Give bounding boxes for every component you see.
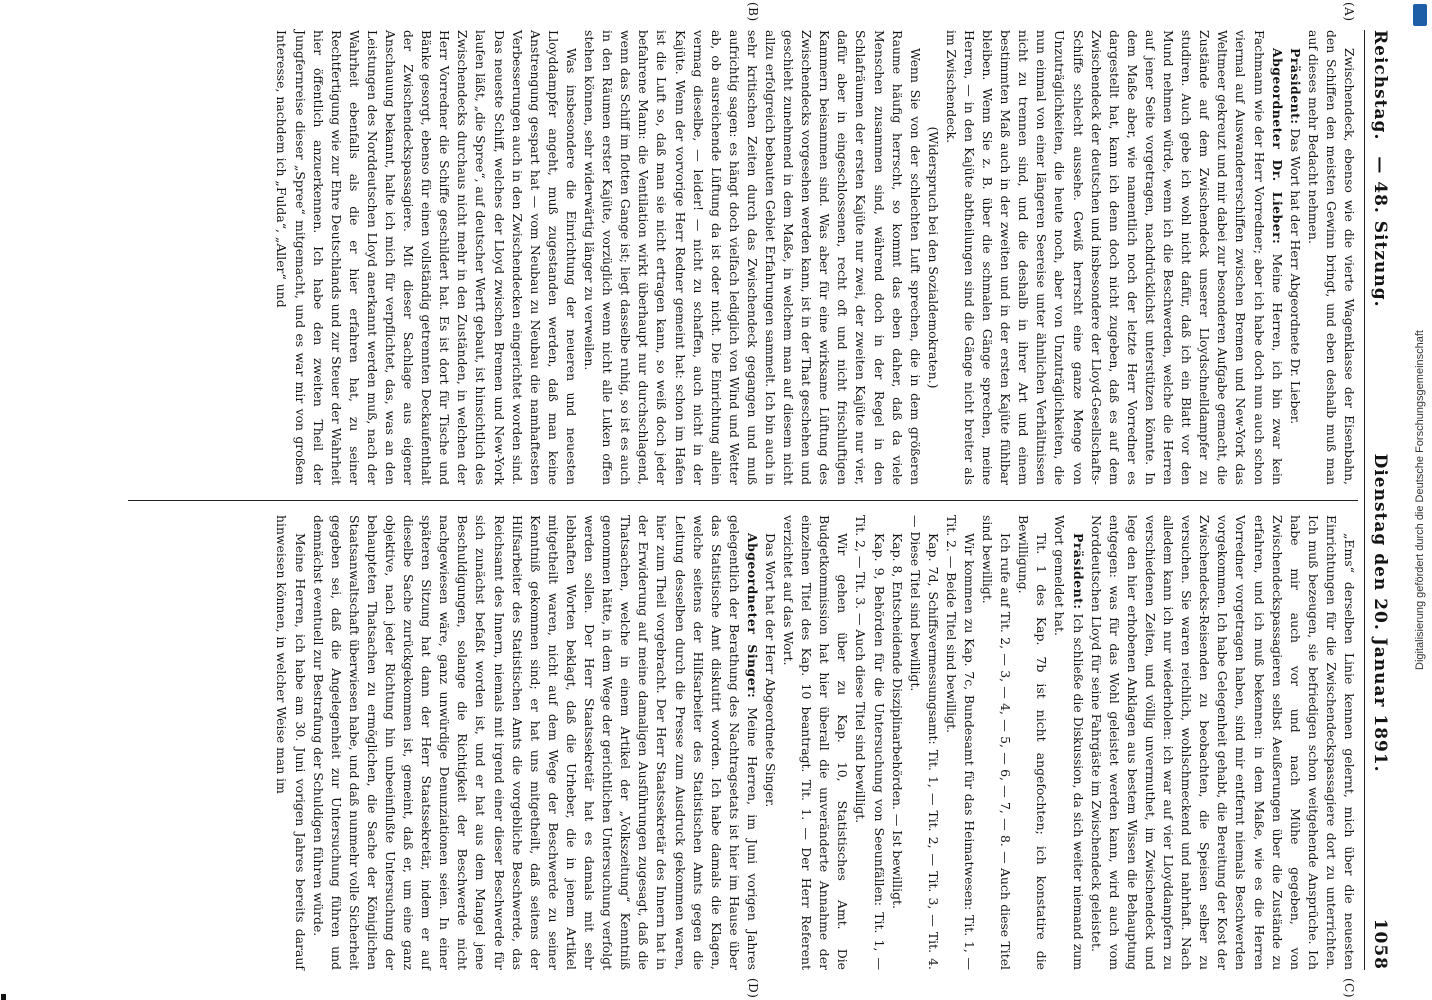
margin-marker-b: (B) — [746, 2, 760, 22]
digitization-note — [1410, 2, 1430, 998]
right-paragraph-1: „Ems“ derselben Linie kennen gelernt, mich über die neuesten Einrichtungen für die Zwischendeckspassagiere dort zu unterrichten. Ich muß bezeugen, sie befriedigen schon weitgehende Ansprüche. Ich habe mir auch vor und nach Mühe gegeben, von Zwischendeckspassagieren selbst Aeußerungen über die Zustände zu erfahren, und ich muß bekennen: in dem Maße, wie es die Herren Vorredner vorgetragen haben, sind mir entfernt niemals Beschwerden vorgekommen. Ich habe Gelegenheit gehabt, die Bereitung der Kost der Zwischendecks-Reisenden zu beobachten, die Speisen selber zu versuchen. Sie waren reichlich, wohlschmeckend und nahrhaft. Nach alledem kann ich nur wiederholen: ich war auf vier Lloyddampfern zu verschiedenen Zeiten, und völlig unvermuthet, im Zwischendeck und lege den hier erhobenen Anklagen aus bestem Wissen die Behauptung entgegen: was für das Wohl geleistet werden kann, wird auch vom Norddeutschen Lloyd für seine Fahrgäste im Zwischendeck geleistet. — [1088, 515, 1357, 970]
speaker-label: Präsident: — [1070, 533, 1086, 610]
right-paragraph-12: Meine Herren, ich habe am 30. Juni vorigen Jahres bereits darauf hinweisen können, in welcher Weise man im — [274, 515, 308, 970]
right-column — [272, 515, 1358, 970]
right-paragraph-6: Kap. 7d, Schiffsvermessungsamt: Tit. 1, — Tit. 2, — Tit. 3, — Tit. 4. — Diese Titel sind bewilligt. — [907, 515, 941, 970]
column-separator — [128, 500, 1358, 501]
header-rule — [1364, 30, 1365, 970]
interjection: (Widerspruch bei den Sozialdemokraten.) — [925, 126, 941, 389]
right-paragraph-3: Tit. 1 des Kap. 7b ist nicht angefochten; ich konstatire die Bewilligung. — [1016, 515, 1050, 970]
margin-marker-a: (A) — [1342, 2, 1356, 22]
right-paragraph-10: Das Wort hat der Herr Abgeordnete Singer. — [763, 533, 778, 808]
paragraph-text: Meine Herren, ich bin zwar kein Fachmann wie der Herr Vorredner; aber ich habe doch nun auch schon viermal auf Auswandererschiffen zwischen Bremen und New-York das Weltmeer gekreuzt und mir dabei zur besonderen Aufgabe gemacht, die Zustände auf dem Zwischendeck unserer Lloydschnelldampfer zu studiren. Auch gebe ich wohl nicht dafür, daß ich ein Blatt vor den Mund nehmen würde, wenn ich die Beschwerden, welche die Herren auf jener Seite vorgetragen, nachdrücklichst unterstützen könnte. In dem Maße aber, wie namentlich noch der letzte Herr Vorredner es dargestellt hat, kann ich denn doch nicht zugeben, daß es auf dem Zwischendeck der deutschen und insbesondere der Lloyd-Gesellschafts-Schiffe schlecht aussehe. Gewiß herrscht eine ganze Menge von Unzuträglichkeiten, die heute noch, aber von Unzuträglichkeiten, die nun einmal von einer längeren Seereise unter ähnlichen Verhältnissen nicht zu trennen sind, und die deshalb in ihrer Art und einem bestimmten Maß auch in der zweiten und in der ersten Kajüte fühlbar bleiben. Wenn Sie z. B. über die schmalen Gänge sprechen, meine Herren, — in den Kajüte abtheilungen sind die Gänge nicht breiter als im Zwischendeck. — [943, 30, 1285, 485]
margin-marker-d: (D) — [746, 978, 760, 999]
right-paragraph-11 — [309, 515, 761, 970]
right-paragraph-9: Wir gehen über zu Kap. 10, Statistisches Amt. Die Budgetkommission hat hier überall die unveränderte Annahme der einzelnen Titel des Kap. 10 beantragt. Tit. 1. — Der Herr Referent verzichtet auf das Wort. — [781, 515, 851, 970]
margin-marker-c: (C) — [1342, 978, 1356, 999]
paragraph-text: Das Wort hat der Herr Abgeordnete Dr. Lieber. — [1287, 128, 1303, 425]
dfg-logo-icon — [1413, 4, 1427, 26]
right-paragraph-2 — [1050, 515, 1086, 970]
speaker-label: Abgeordneter Singer: — [744, 533, 760, 699]
paragraph-text: Ich schließe die Diskussion, da sich weiter niemand zum Wort gemeldet hat. — [1052, 515, 1086, 970]
header-session: — 48. Sitzung. — [1370, 156, 1390, 308]
left-paragraph-1: Zwischendeck, ebenso wie die vierte Wagenklasse der Eisenbahn, den Schiffen den meisten Gewinn bringt, und eben deshalb muß man auf dieses mehr Bedacht nehmen. — [1305, 30, 1357, 485]
left-paragraph-2 — [1286, 30, 1304, 485]
left-paragraph-5: Wenn Sie von der schlechten Luft sprechen, die in dem größeren Raume häufig herrscht, so kommt das eben daher, daß da viele Menschen zusammen sind, während doch in der Regel in den Schlafräumen der ersten Kajüte nur zwei, der zweiten Kajüte nur vier, dafür aber in eingeschlossenen, recht oft und nicht frischluftigen Kammern beisammen sind. Was aber für eine wirksame Lüftung des Zwischendecks vorgesehen werden kann, ist in der That geschehen und geschieht zunehmend in dem Maße, in welchem man auf diesem nicht allzu erfolgreich bebauten Gebiet Erfahrungen sammelt. Ich bin auch in sehr kritischen Zeiten durch das Zwischendeck gegangen und muß aufrichtig sagen: es hängt doch vielfach lediglich von Wind und Wetter ab, ob ausreichende Lüftung da ist oder nicht. Die Einrichtung allein vermag dieselbe, — leider! — nicht zu schaffen, auch nicht in der Kajüte. Wenn der vorvorige Herr Redner gemeint hat: schon im Hafen ist die Luft so, daß man sie nicht ertragen kann, so weiß doch jeder befahrene Mann: die Ventilation wirkt überhaupt nur durchschlagend, wenn das Schiff im flotten Gange ist; liegt dasselbe ruhig, so ist es auch in den Räumen erster Kajüte, vorzüglich wenn nicht alle Luken offen stehen können, sehr widerwärtig länger zu verweilen. — [582, 30, 923, 485]
header-section: Reichstag. — [1370, 30, 1390, 141]
paragraph-text: Meine Herren, im Juni vorigen Jahres gelegentlich der Berathung des Nachtragsetats ist hier im Hause über das Statistische Amt diskutirt worden. Ich habe damals die Klagen, welche seitens der Hilfsarbeiter des Statistischen Amts gegen die Leitung desselben durch die Presse zum Ausdruck gekommen waren, hier zum Theil vorgebracht. Der Herr Staatssekretär des Innern hat in der Erwiderung auf meine damaligen Ausführungen zugesagt, daß die Thatsachen, welche in einem Artikel der „Volkszeitung“ Kenntniß genommen hätte, in dem Wege der gerichtlichen Untersuchung verfolgt werden sollen. Der Herr Staatssekretär hat es damals mit sehr lebhaften Worten beklagt, daß die Urheber, die in jenem Artikel mitgetheilt waren, nicht auf dem Wege der Beschwerde zu seiner Kenntniß gekommen sind; er hat uns mitgetheilt, daß seitens der Hilfsarbeiter des Statistischen Amts die vorgebliche Beschwerde, das Reichsamt des Innern, niemals mit irgend einer dieser Beschwerde für sich zunächst befaßt worden ist, und er hat aus dem Mangel jene Beschuldigungen, solange die Richtigkeit der Beschwerde nicht nachgewiesen wäre, ganz unwürdige Denunziationen seien. In einer späteren Sitzung hat dann der Herr Staatssekretär, indem er auf dieselbe Sache zurückgekommen ist, gemeint, daß er, um eine ganz objektive, nach jeder Richtung hin unbeeinflußte Untersuchung der behaupteten Thatsachen zu ermöglichen, die Sache der Königlichen Staatsanwaltschaft überwiesen habe, und daß nunmehr volle Sicherheit gegeben sei, daß die Angelegenheit zur Untersuchung führen und demnächst eventuell zur Bestrafung der Schuldigen führen würde. — [310, 515, 760, 970]
header-left — [1370, 30, 1390, 308]
speaker-label: Präsident: — [1287, 48, 1303, 125]
left-paragraph-6: Was insbesondere die Einrichtung der neueren und neuesten Lloyddampfer angeht, muß zugestanden werden, daß man keine Anstrengung gespart hat — vom Neubau zu Neubau die namhaftesten Verbesserungen auch in den Zwischendecken eingerichtet worden sind. Das neueste Schiff, welches der Lloyd zwischen Bremen und New-York laufen läßt, „die Spree“, auf deutscher Werft gebaut, ist hinsichtlich des Zwischendecks durchaus nicht mehr in den Zuständen, in welchen der Herr Vorredner die Schiffe geschildert hat. Es ist dort für Tische und Bänke gesorgt, ebenso für einen vollständig getrennten Deckaufenthalt der Zwischendeckspassagiere. Mit dieser Sachlage aus eigener Anschauung bekannt, halte ich mich für verpflichtet, das, was an den Leistungen des Norddeutschen Lloyd anerkannt werden muß, nach der Wahrheit ebenfalls als die er hier erfahren hat, zu seiner Rechtfertigung wie zur Ehre Deutschlands und zur Steuer der Wahrheit hier öffentlich anzuerkennen. Ich habe den zweiten Theil der Jungfernreise dieser „Spree“ mitgemacht, und es war mir von großem Interesse, nachdem ich „Fulda“, „Aller“ und — [274, 30, 579, 485]
right-paragraph-4: Ich rufe auf Tit. 2, — 3, — 4, — 5, — 6, — 7, — 8. — Auch diese Titel sind bewilligt. — [980, 515, 1014, 970]
right-paragraph-5: Wir kommen zu Kap. 7c, Bundesamt für das Heimatwesen: Tit. 1, — Tit. 2. — Beide Titel sind bewilligt. — [943, 515, 978, 970]
scan-mark — [1, 994, 6, 1000]
digitization-note-text: Digitalisierung gefördert durch die Deutsche Forschungsgemeinschaft — [1414, 330, 1426, 670]
page-header — [1366, 30, 1394, 970]
left-paragraph-3 — [942, 30, 1286, 485]
header-page-number: 1058 — [1370, 918, 1390, 970]
speaker-label: Abgeordneter Dr. Lieber: — [1269, 48, 1285, 245]
right-paragraph-7: Kap. 8, Entscheidende Disziplinarbehörden. — Ist bewilligt. — [889, 533, 905, 909]
left-column — [272, 30, 1358, 485]
header-date: Dienstag den 20. Januar 1891. — [1370, 453, 1390, 773]
right-paragraph-8: Kap. 9, Behörden für die Untersuchung von Seeunfällen: Tit. 1, — Tit. 2, — Tit. 3. — Auch diese Titel sind bewilligt. — [853, 515, 887, 970]
